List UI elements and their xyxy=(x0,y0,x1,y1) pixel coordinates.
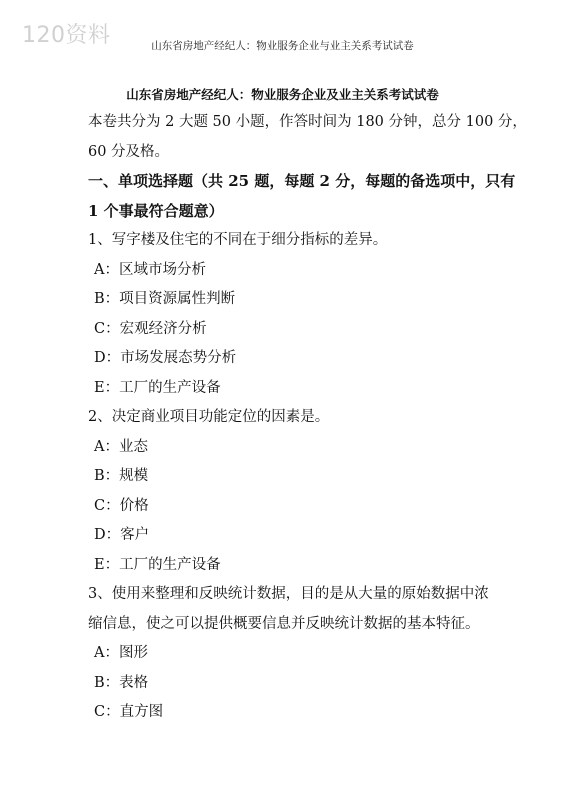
question-2-option-b: B：规模 xyxy=(94,468,149,484)
question-1-option-c: C：宏观经济分析 xyxy=(94,320,207,337)
watermark-logo: 120资料 xyxy=(22,23,111,48)
document-body xyxy=(88,108,527,728)
question-3-stem-line-1: 3、使用来整理和反映统计数据，目的是从大量的原始数据中浓 xyxy=(88,586,489,602)
question-2-option-d: D：客户 xyxy=(94,527,150,543)
question-1-option-d: D：市场发展态势分析 xyxy=(94,350,237,366)
question-1-option-a: A：区域市场分析 xyxy=(94,261,206,278)
intro-line-1: 本卷共分为 2 大题 50 小题，作答时间为 180 分钟，总分 100 分， xyxy=(88,114,527,130)
question-3-option-a: A：图形 xyxy=(94,645,148,661)
question-2-option-c: C：价格 xyxy=(94,497,149,514)
question-1-option-b: B：项目资源属性判断 xyxy=(94,291,236,307)
document-title: 山东省房地产经纪人：物业服务企业及业主关系考试试卷 xyxy=(126,87,439,102)
section-heading-line-1: 一、单项选择题（共 25 题，每题 2 分，每题的备选项中，只有 xyxy=(88,172,516,190)
page-header: 山东省房地产经纪人：物业服务企业与业主关系考试试卷 xyxy=(151,40,414,52)
question-2-stem: 2、决定商业项目功能定位的因素是。 xyxy=(88,409,330,425)
question-1-stem: 1、写字楼及住宅的不同在于细分指标的差异。 xyxy=(88,232,388,248)
intro-line-2: 60 分及格。 xyxy=(88,143,170,160)
question-1-option-e: E：工厂的生产设备 xyxy=(94,379,221,396)
section-heading-line-2: 1 个事最符合题意） xyxy=(88,201,224,220)
question-3-option-b: B：表格 xyxy=(94,674,149,691)
question-3-option-c: C：直方图 xyxy=(94,704,164,720)
question-2-option-a: A：业态 xyxy=(94,438,148,455)
question-3-stem-line-2: 缩信息，使之可以提供概要信息并反映统计数据的基本特征。 xyxy=(88,615,480,632)
question-2-option-e: E：工厂的生产设备 xyxy=(94,556,221,573)
